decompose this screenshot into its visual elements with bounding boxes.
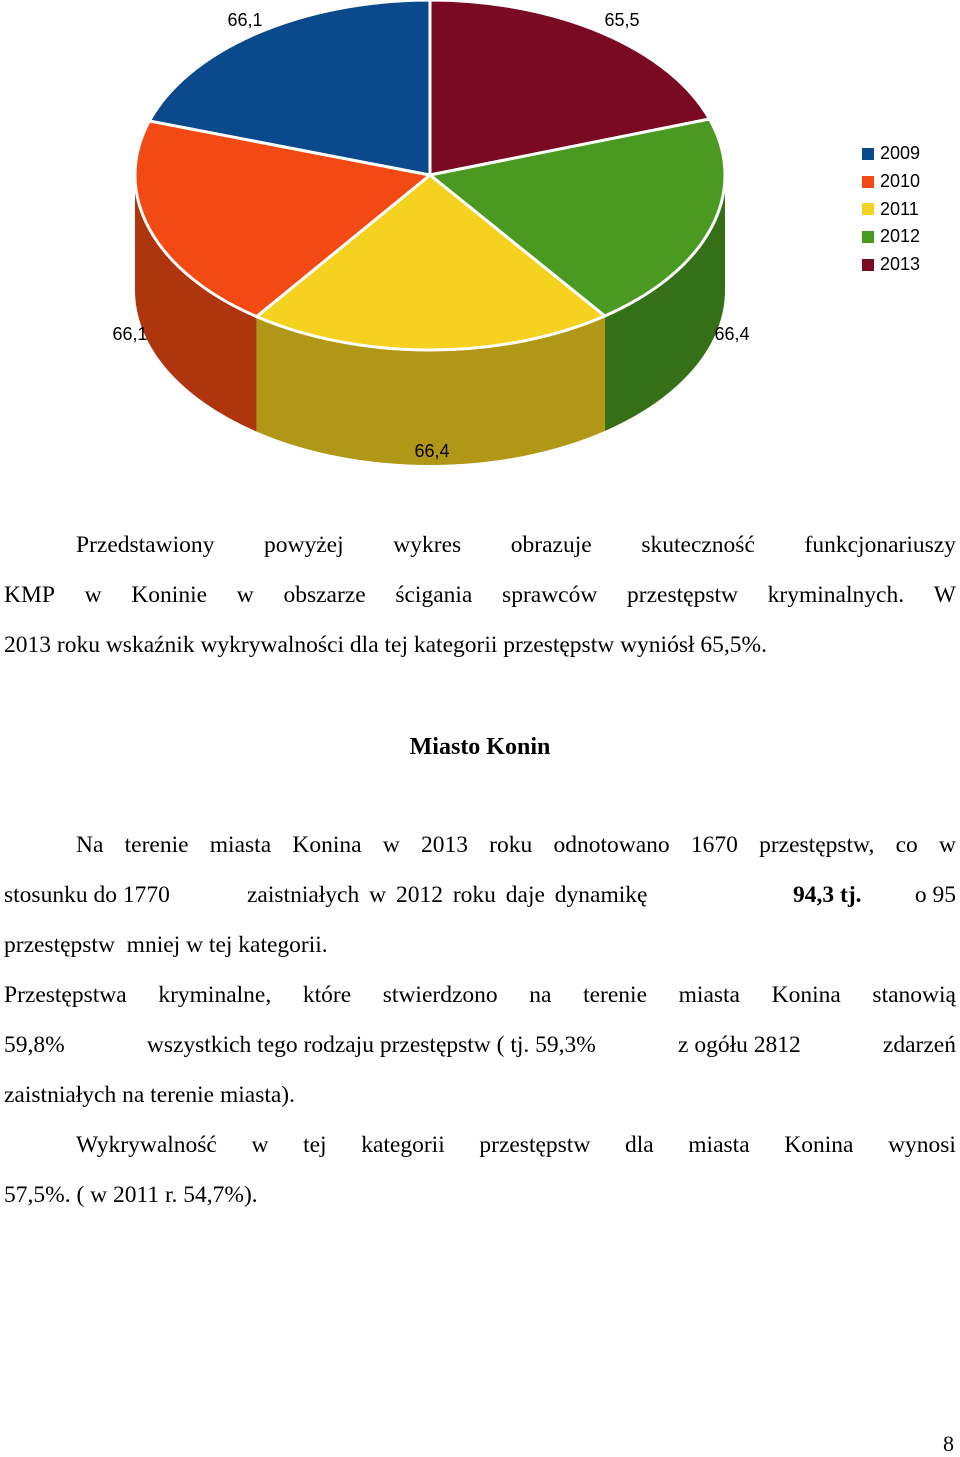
p1l2-word: sprawców <box>502 582 598 608</box>
p2l1-word: 1670 <box>690 832 738 858</box>
legend-label: 2013 <box>880 254 921 275</box>
p3l1-word: stwierdzono <box>382 982 498 1008</box>
p2-line2-end: o 95 <box>914 882 956 908</box>
p1l1-word: wykres <box>393 532 462 558</box>
p1l2-word: obszarze <box>283 582 366 608</box>
legend-swatch <box>862 203 874 215</box>
paragraph-4-line-2: 57,5%. ( w 2011 r. 54,7%). <box>4 1182 258 1208</box>
p1l2-word: przestępstw <box>627 582 738 608</box>
p4l1-word: kategorii <box>361 1132 445 1158</box>
p3l1-word: Konina <box>771 982 841 1008</box>
p2l1-word: roku <box>489 832 533 858</box>
legend-item-2011 <box>862 195 920 223</box>
legend-swatch <box>862 259 874 271</box>
paragraph-3-line-3: zaistniałych na terenie miasta). <box>4 1082 296 1108</box>
p2-line2-part-b: zaistniałych w 2012 roku daje dynamikę <box>247 882 648 908</box>
p1l1-word: powyżej <box>264 532 344 558</box>
p4l1-word: dla <box>624 1132 654 1158</box>
data-label-2009: 66,1 <box>227 10 263 30</box>
data-label-2013: 65,5 <box>604 10 640 30</box>
p1l2-word: Koninie <box>131 582 208 608</box>
p3l1-word: które <box>302 982 352 1008</box>
paragraph-3-line-1 <box>4 984 956 1008</box>
data-label-2012: 66,4 <box>714 324 750 344</box>
paragraph-4-line-1 <box>76 1134 956 1158</box>
p2l1-word: odnotowano <box>553 832 670 858</box>
p2l1-word: przestępstw, <box>759 832 875 858</box>
p1l1-word: Przedstawiony <box>76 532 215 558</box>
legend-item-2010 <box>862 168 920 196</box>
p2-line2-bold: 94,3 tj. <box>793 882 862 908</box>
legend-label: 2011 <box>880 198 919 219</box>
legend-swatch <box>862 148 874 160</box>
p4l1-word: przestępstw <box>479 1132 591 1158</box>
legend-swatch <box>862 231 874 243</box>
p1l1-word: obrazuje <box>510 532 592 558</box>
p2l1-word: Na <box>76 832 104 858</box>
legend-label: 2009 <box>880 143 921 164</box>
p4l1-word: miasta <box>688 1132 750 1158</box>
p3l1-word: na <box>529 982 552 1008</box>
p4l1-word: wynosi <box>888 1132 956 1158</box>
paragraph-1-line-1 <box>76 534 956 558</box>
pie-chart-svg <box>0 0 960 480</box>
p2l1-word: Konina <box>292 832 362 858</box>
p4l1-word: Konina <box>784 1132 854 1158</box>
page-number: 8 <box>943 1431 954 1456</box>
p2-line2-part-a: stosunku do 1770 <box>4 882 170 908</box>
p2l1-word: miasta <box>209 832 272 858</box>
p4l1-word: Wykrywalność <box>76 1132 217 1158</box>
data-label-2010: 66,1 <box>112 324 148 344</box>
p1l1-word: skuteczność <box>641 532 755 558</box>
p3l1-word: terenie <box>583 982 648 1008</box>
p3l2-word: zdarzeń <box>882 1032 956 1058</box>
p4l1-word: w <box>251 1132 269 1158</box>
p2l1-word: terenie <box>124 832 189 858</box>
p1l1-word: funkcjonariuszy <box>804 532 956 558</box>
p1l2-word: ścigania <box>395 582 473 608</box>
paragraph-2-line-3: przestępstw mniej w tej kategorii. <box>4 932 328 958</box>
p3l1-word: Przestępstwa <box>4 982 127 1008</box>
chart-legend <box>862 140 920 278</box>
p3l2-word: z ogółu 2812 <box>678 1032 801 1058</box>
data-label-2011: 66,4 <box>414 441 450 461</box>
p1l2-word: kryminalnych. <box>767 582 905 608</box>
section-heading: Miasto Konin <box>409 734 551 760</box>
p3l1-word: miasta <box>678 982 740 1008</box>
legend-label: 2010 <box>880 171 921 192</box>
p2l1-word: 2013 <box>420 832 468 858</box>
paragraph-1-line-2 <box>4 584 956 608</box>
pie-chart <box>0 0 960 480</box>
p3l2-word: 59,8% <box>4 1032 65 1058</box>
p2l1-word: w <box>382 832 400 858</box>
legend-swatch <box>862 176 874 188</box>
legend-item-2012 <box>862 223 920 251</box>
p3l2-word: wszystkich tego rodzaju przestępstw ( tj. 59,3% <box>146 1032 596 1058</box>
p1l2-word: w <box>236 582 254 608</box>
p1l2-word: W <box>933 582 956 608</box>
paragraph-1-line-3: 2013 roku wskaźnik wykrywalności dla tej kategorii przestępstw wyniósł 65,5%. <box>4 632 767 658</box>
p1l2-word: w <box>84 582 102 608</box>
p3l1-word: stanowią <box>872 982 956 1008</box>
legend-item-2013 <box>862 251 920 279</box>
p1l2-word: KMP <box>4 582 55 608</box>
p2l1-word: w <box>939 832 956 858</box>
p4l1-word: tej <box>303 1132 327 1158</box>
p3l1-word: kryminalne, <box>158 982 272 1008</box>
legend-item-2009 <box>862 140 920 168</box>
paragraph-2-line-1 <box>76 834 956 858</box>
paragraph-3-line-2 <box>4 1034 956 1058</box>
legend-label: 2012 <box>880 226 921 247</box>
p2l1-word: co <box>895 832 918 858</box>
